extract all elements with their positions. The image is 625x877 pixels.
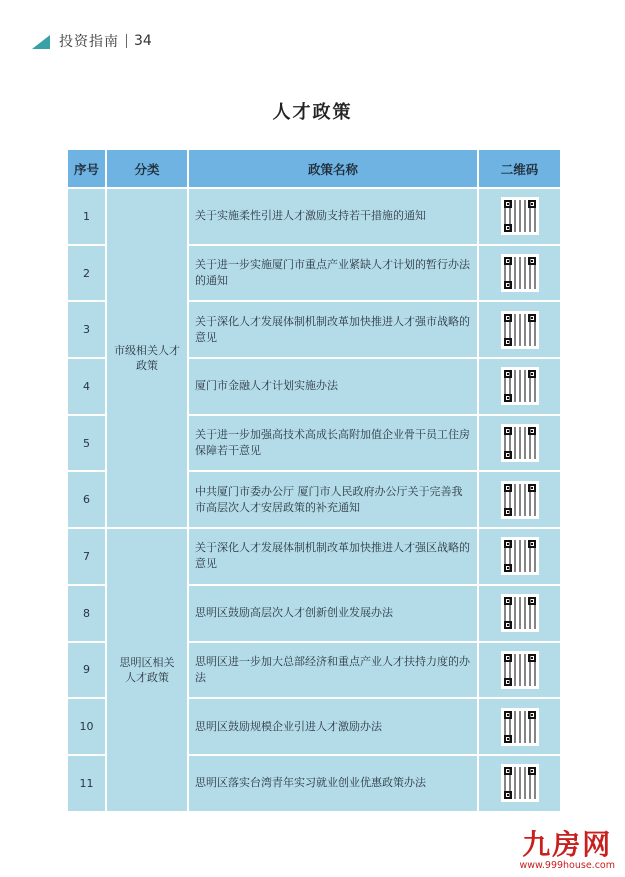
qr-code-icon[interactable] — [501, 651, 539, 689]
category-label-line: 政策 — [136, 359, 158, 373]
policy-name: 厦门市金融人才计划实施办法 — [189, 359, 477, 414]
row-number: 3 — [68, 302, 105, 357]
category-label-line: 市级相关人才 — [114, 344, 180, 358]
page-title: 人才政策 — [272, 102, 353, 123]
policy-name: 思明区鼓励规模企业引进人才激励办法 — [189, 699, 477, 754]
divider — [126, 34, 127, 48]
qr-cell — [479, 189, 560, 244]
row-number: 6 — [68, 472, 105, 527]
triangle-accent-icon — [32, 35, 50, 49]
qr-cell — [479, 529, 560, 584]
qr-code-icon[interactable] — [501, 197, 539, 235]
qr-cell — [479, 416, 560, 471]
table-row — [68, 189, 560, 244]
table-row — [68, 529, 560, 584]
qr-code-icon[interactable] — [501, 311, 539, 349]
row-number: 4 — [68, 359, 105, 414]
category-label-line: 思明区相关 — [119, 655, 175, 669]
row-number: 11 — [68, 756, 105, 811]
section-title: 投资指南 — [59, 34, 119, 50]
column-header-category: 分类 — [107, 150, 187, 187]
qr-code-icon[interactable] — [501, 254, 539, 292]
policy-name: 中共厦门市委办公厅 厦门市人民政府办公厅关于完善我市高层次人才安居政策的补充通知 — [189, 472, 477, 527]
category-cell — [107, 529, 187, 810]
policy-name: 关于进一步实施厦门市重点产业紧缺人才计划的暂行办法的通知 — [189, 246, 477, 301]
qr-code-icon[interactable] — [501, 594, 539, 632]
qr-code-icon[interactable] — [501, 537, 539, 575]
qr-cell — [479, 359, 560, 414]
qr-cell — [479, 643, 560, 698]
brand-logo: 九房网 — [522, 828, 613, 861]
policy-name: 关于深化人才发展体制机制改革加快推进人才强市战略的意见 — [189, 302, 477, 357]
qr-cell — [479, 756, 560, 811]
column-header-number: 序号 — [68, 150, 105, 187]
page-number: 34 — [134, 33, 152, 49]
row-number: 8 — [68, 586, 105, 641]
policy-name: 关于实施柔性引进人才激励支持若干措施的通知 — [189, 189, 477, 244]
policy-name: 思明区进一步加大总部经济和重点产业人才扶持力度的办法 — [189, 643, 477, 698]
category-label-line: 人才政策 — [125, 670, 169, 684]
qr-code-icon[interactable] — [501, 708, 539, 746]
row-number: 1 — [68, 189, 105, 244]
policy-name: 关于进一步加强高技术高成长高附加值企业骨干员工住房保障若干意见 — [189, 416, 477, 471]
policy-name: 思明区落实台湾青年实习就业创业优惠政策办法 — [189, 756, 477, 811]
column-header-policy-name: 政策名称 — [189, 150, 477, 187]
qr-cell — [479, 699, 560, 754]
category-cell — [107, 189, 187, 527]
row-number: 10 — [68, 699, 105, 754]
qr-cell — [479, 586, 560, 641]
row-number: 7 — [68, 529, 105, 584]
policy-table — [66, 148, 562, 813]
qr-cell — [479, 246, 560, 301]
qr-code-icon[interactable] — [501, 481, 539, 519]
policy-name: 思明区鼓励高层次人才创新创业发展办法 — [189, 586, 477, 641]
brand-url: www.999house.com — [519, 860, 615, 871]
qr-cell — [479, 472, 560, 527]
qr-code-icon[interactable] — [501, 367, 539, 405]
qr-cell — [479, 302, 560, 357]
column-header-qr-code: 二维码 — [479, 150, 560, 187]
row-number: 9 — [68, 643, 105, 698]
row-number: 2 — [68, 246, 105, 301]
watermark-logo — [519, 830, 615, 871]
row-number: 5 — [68, 416, 105, 471]
qr-code-icon[interactable] — [501, 764, 539, 802]
page-header — [32, 30, 152, 52]
table-header-row — [68, 150, 560, 187]
policy-name: 关于深化人才发展体制机制改革加快推进人才强区战略的意见 — [189, 529, 477, 584]
qr-code-icon[interactable] — [501, 424, 539, 462]
